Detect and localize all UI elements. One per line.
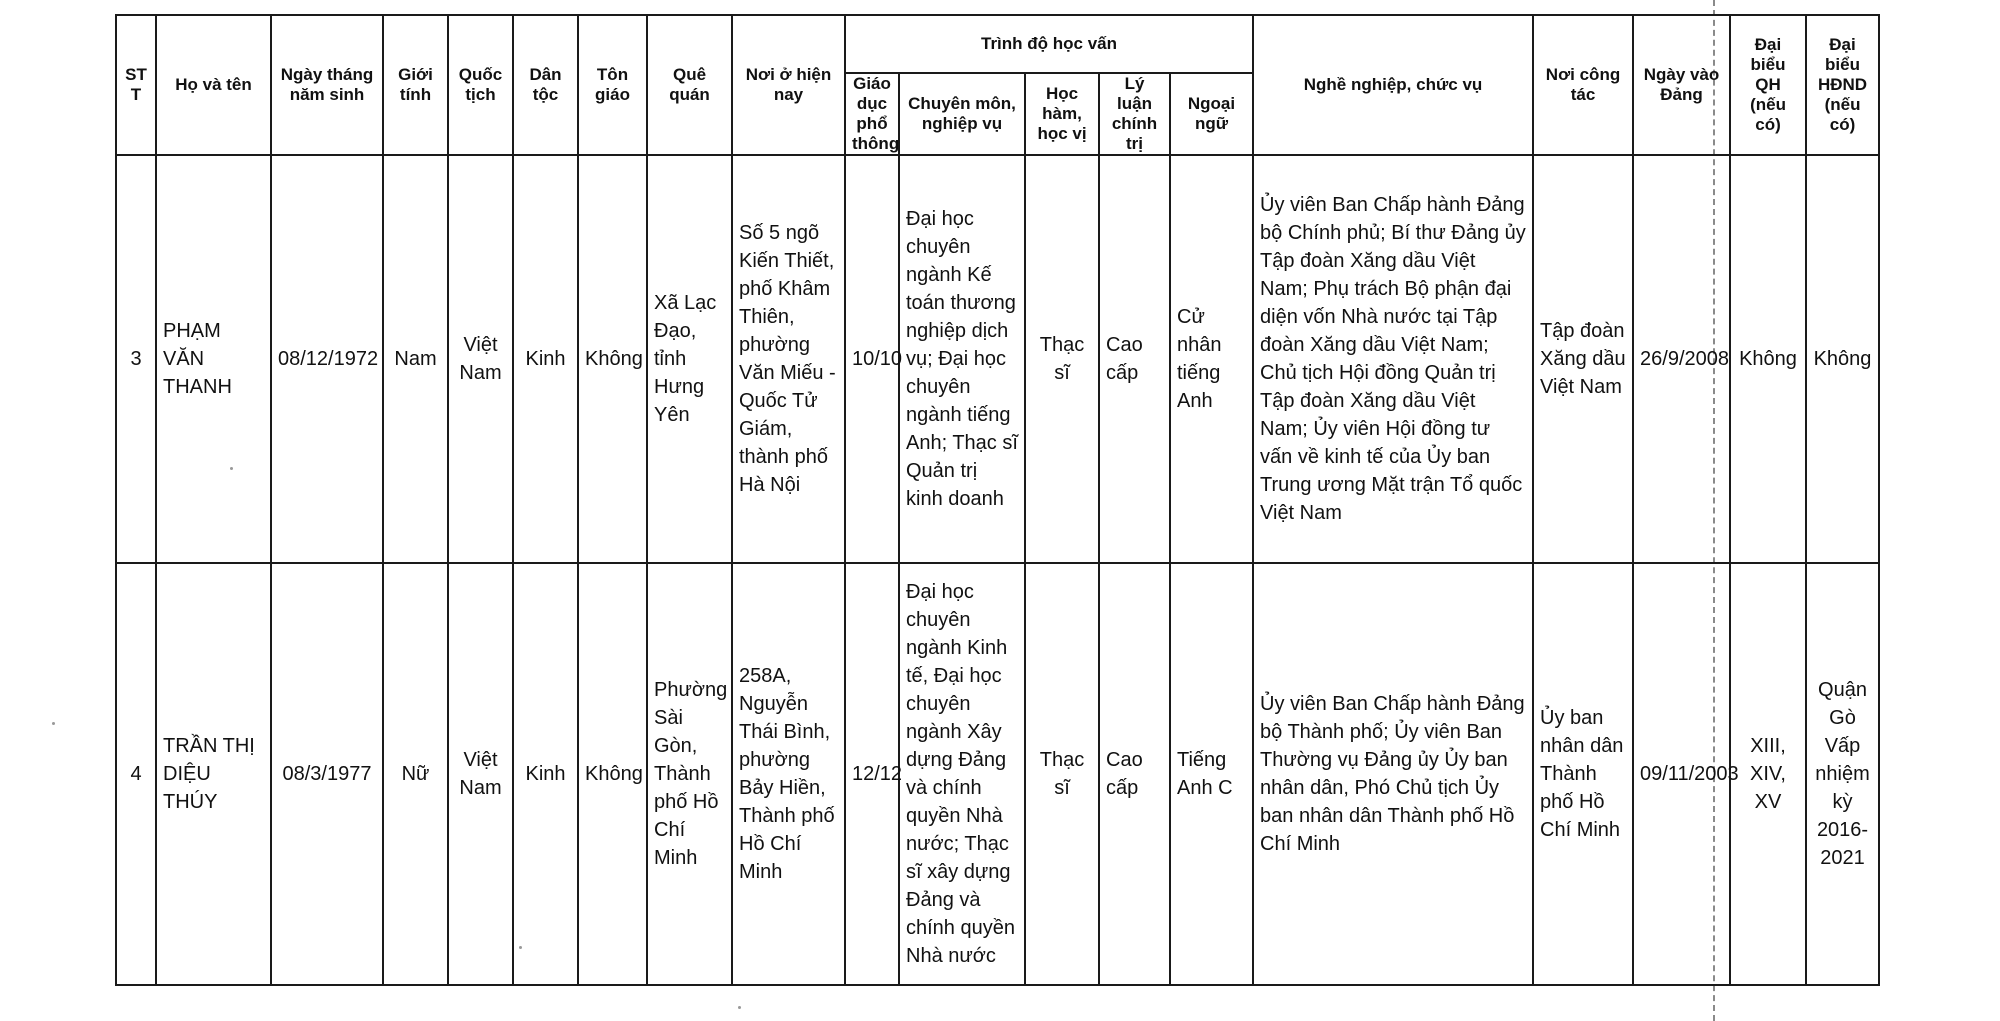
header-specialty: Chuyên môn, nghiệp vụ [899,73,1025,155]
header-foreign-lang: Ngoại ngữ [1170,73,1253,155]
cell-political-theory: Cao cấp [1099,155,1170,563]
header-gender: Giới tính [383,15,448,155]
header-council-delegate: Đại biểu HĐND (nếu có) [1806,15,1879,155]
header-stt: ST T [116,15,156,155]
table-row [116,155,1879,563]
header-political-theory: Lý luận chính trị [1099,73,1170,155]
cell-academic-title: Thạc sĩ [1025,563,1099,985]
cell-political-theory: Cao cấp [1099,563,1170,985]
cell-religion: Không [578,155,647,563]
cell-dob: 08/12/1972 [271,155,383,563]
cell-party-date: 09/11/2003 [1633,563,1730,985]
cell-nationality: Việt Nam [448,563,513,985]
header-ethnicity: Dân tộc [513,15,578,155]
cell-party-date: 26/9/2008 [1633,155,1730,563]
cell-na-delegate: Không [1730,155,1806,563]
cell-residence: Số 5 ngõ Kiến Thiết, phố Khâm Thiên, phường Văn Miếu - Quốc Tử Giám, thành phố Hà Nội [732,155,845,563]
header-dob: Ngày tháng năm sinh [271,15,383,155]
cell-stt: 3 [116,155,156,563]
header-academic-title: Học hàm, học vị [1025,73,1099,155]
cell-ethnicity: Kinh [513,563,578,985]
cell-name: TRẦN THỊ DIỆU THÚY [156,563,271,985]
cell-specialty: Đại học chuyên ngành Kế toán thương nghiệp dịch vụ; Đại học chuyên ngành tiếng Anh; Thạc sĩ Quản trị kinh doanh [899,155,1025,563]
header-religion: Tôn giáo [578,15,647,155]
header-workplace: Nơi công tác [1533,15,1633,155]
cell-hometown: Xã Lạc Đạo, tỉnh Hưng Yên [647,155,732,563]
cell-academic-title: Thạc sĩ [1025,155,1099,563]
scan-speck [52,722,55,725]
cell-council-delegate: Quận Gò Vấp nhiệm kỳ 2016-2021 [1806,563,1879,985]
cell-name: PHẠM VĂN THANH [156,155,271,563]
header-hometown: Quê quán [647,15,732,155]
header-residence: Nơi ở hiện nay [732,15,845,155]
header-general-edu: Giáo dục phổ thông [845,73,899,155]
cell-occupation: Ủy viên Ban Chấp hành Đảng bộ Thành phố; Ủy viên Ban Thường vụ Đảng ủy Ủy ban nhân dân, Phó Chủ tịch Ủy ban nhân dân Thành phố Hồ Chí Minh [1253,563,1533,985]
scan-speck [738,1006,741,1009]
cell-hometown: Phường Sài Gòn, Thành phố Hồ Chí Minh [647,563,732,985]
cell-foreign-lang: Tiếng Anh C [1170,563,1253,985]
header-name: Họ và tên [156,15,271,155]
cell-stt: 4 [116,563,156,985]
cell-occupation: Ủy viên Ban Chấp hành Đảng bộ Chính phủ; Bí thư Đảng ủy Tập đoàn Xăng dầu Việt Nam; Phụ trách Bộ phận đại diện vốn Nhà nước tại Tập đoàn Xăng dầu Việt Nam; Chủ tịch Hội đồng Quản trị Tập đoàn Xăng dầu Việt Nam; Ủy viên Hội đồng tư vấn về kinh tế của Ủy ban Trung ương Mặt trận Tổ quốc Việt Nam [1253,155,1533,563]
cell-gender: Nam [383,155,448,563]
table-row [116,563,1879,985]
cell-workplace: Tập đoàn Xăng dầu Việt Nam [1533,155,1633,563]
cell-dob: 08/3/1977 [271,563,383,985]
header-nationality: Quốc tịch [448,15,513,155]
cell-specialty: Đại học chuyên ngành Kinh tế, Đại học chuyên ngành Xây dựng Đảng và chính quyền Nhà nước; Thạc sĩ xây dựng Đảng và chính quyền Nhà nước [899,563,1025,985]
candidate-table [115,14,1880,986]
cell-ethnicity: Kinh [513,155,578,563]
cell-workplace: Ủy ban nhân dân Thành phố Hồ Chí Minh [1533,563,1633,985]
cell-general-edu: 10/10 [845,155,899,563]
header-occupation: Nghề nghiệp, chức vụ [1253,15,1533,155]
cell-general-edu: 12/12 [845,563,899,985]
header-party-date: Ngày vào Đảng [1633,15,1730,155]
cell-nationality: Việt Nam [448,155,513,563]
cell-religion: Không [578,563,647,985]
cell-foreign-lang: Cử nhân tiếng Anh [1170,155,1253,563]
header-education-group: Trình độ học vấn [845,15,1253,73]
cell-residence: 258A, Nguyễn Thái Bình, phường Bảy Hiền, Thành phố Hồ Chí Minh [732,563,845,985]
cell-na-delegate: XIII, XIV, XV [1730,563,1806,985]
cell-gender: Nữ [383,563,448,985]
header-na-delegate: Đại biểu QH (nếu có) [1730,15,1806,155]
header-row-top [116,15,1879,73]
cell-council-delegate: Không [1806,155,1879,563]
